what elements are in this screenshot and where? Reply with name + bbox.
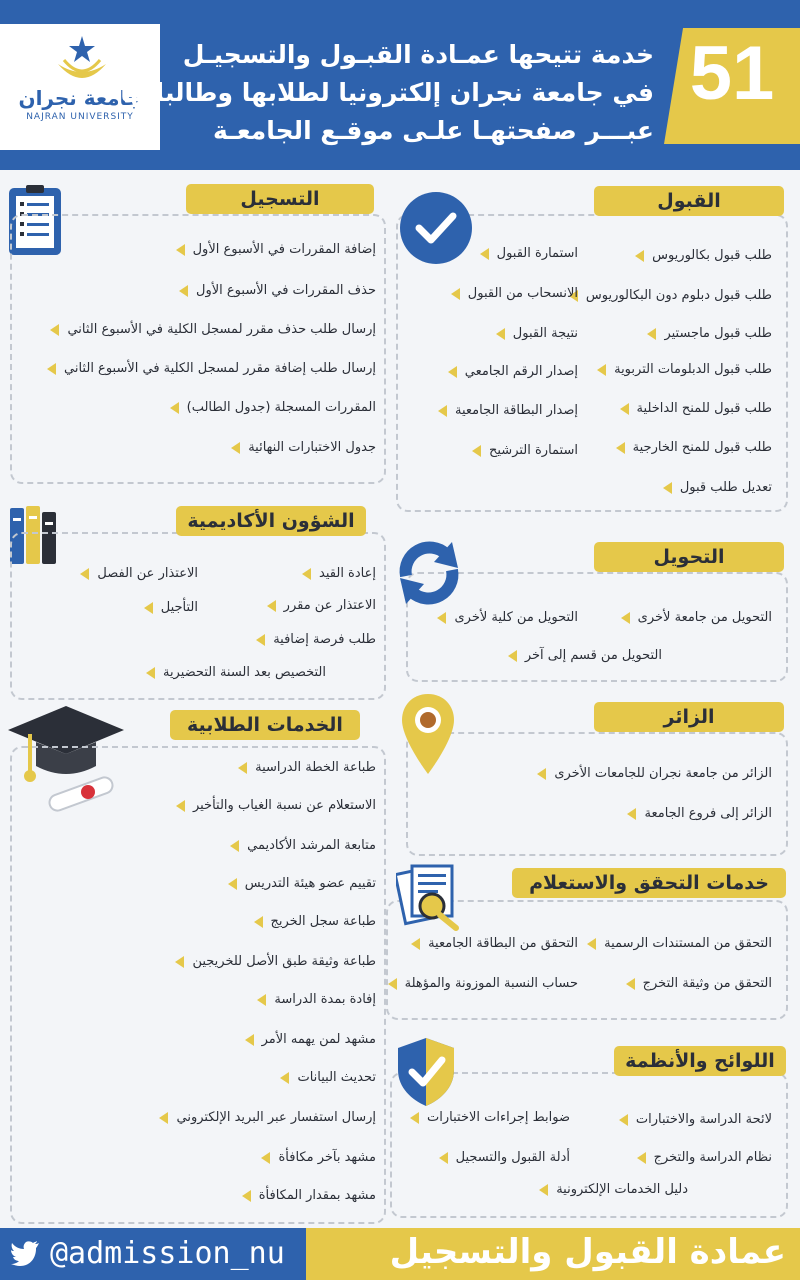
student-services-title: الخدمات الطلابية — [170, 710, 360, 740]
academic-item[interactable]: الاعتذار عن الفصل — [80, 566, 198, 581]
admission-title: القبول — [594, 186, 784, 216]
transfer-title: التحويل — [594, 542, 784, 572]
visitor-item[interactable]: الزائر من جامعة نجران للجامعات الأخرى — [537, 766, 772, 781]
footer-department-name: عمادة القبول والتسجيل — [389, 1232, 786, 1272]
check-icon — [414, 208, 458, 248]
visitor-item[interactable]: الزائر إلى فروع الجامعة — [627, 806, 772, 821]
regulations-item[interactable]: نظام الدراسة والتخرج — [637, 1150, 772, 1165]
verification-item[interactable]: التحقق من وثيقة التخرج — [626, 976, 772, 991]
student-services-item[interactable]: تحديث البيانات — [280, 1070, 376, 1085]
map-pin-icon — [400, 692, 456, 776]
visitor-box — [406, 732, 788, 856]
student-services-item[interactable]: تقييم عضو هيئة التدريس — [228, 876, 376, 891]
student-services-item[interactable]: الاستعلام عن نسبة الغياب والتأخير — [176, 798, 376, 813]
academic-item[interactable]: طلب فرصة إضافية — [256, 632, 376, 647]
academic-item[interactable]: التخصيص بعد السنة التحضيرية — [146, 665, 326, 680]
transfer-item[interactable]: التحويل من كلية لأخرى — [437, 610, 578, 625]
admission-item[interactable]: طلب قبول دبلوم دون البكالوريوس — [569, 288, 772, 303]
academic-item[interactable]: التأجيل — [144, 600, 198, 615]
admission-item[interactable]: طلب قبول ماجستير — [647, 326, 772, 341]
twitter-handle[interactable]: @admission_nu — [50, 1236, 285, 1271]
logo-emblem-icon — [52, 34, 112, 86]
admission-item[interactable]: طلب قبول الدبلومات التربوية — [597, 362, 772, 377]
admission-item[interactable]: طلب قبول بكالوريوس — [635, 248, 772, 263]
student-services-item[interactable]: متابعة المرشد الأكاديمي — [230, 838, 376, 853]
shield-check-icon — [396, 1036, 456, 1108]
student-services-item[interactable]: مشهد بآخر مكافأة — [261, 1150, 376, 1165]
admission-item[interactable]: طلب قبول للمنح الخارجية — [616, 440, 772, 455]
regulations-item[interactable]: ضوابط إجراءات الاختبارات — [410, 1110, 570, 1125]
admission-item[interactable]: تعديل طلب قبول — [663, 480, 772, 495]
transfer-box — [406, 572, 788, 682]
transfer-item[interactable]: التحويل من جامعة لأخرى — [621, 610, 772, 625]
admission-item[interactable]: نتيجة القبول — [496, 326, 578, 341]
headline-line-1: خدمة تتيحها عمـادة القبـول والتسجيـل — [182, 40, 654, 69]
transfer-item[interactable]: التحويل من قسم إلى آخر — [508, 648, 662, 663]
registration-item[interactable]: إرسال طلب حذف مقرر لمسجل الكلية في الأسبوع الثاني — [50, 322, 376, 337]
regulations-item[interactable]: أدلة القبول والتسجيل — [439, 1150, 570, 1165]
verification-item[interactable]: حساب النسبة الموزونة والمؤهلة — [388, 976, 578, 991]
admission-item[interactable]: إصدار البطاقة الجامعية — [438, 403, 578, 418]
visitor-title: الزائر — [594, 702, 784, 732]
registration-item[interactable]: حذف المقررات في الأسبوع الأول — [179, 283, 376, 298]
student-services-item[interactable]: طباعة وثيقة طبق الأصل للخريجين — [175, 954, 376, 969]
admission-item[interactable]: إصدار الرقم الجامعي — [448, 364, 578, 379]
admission-item[interactable]: طلب قبول للمنح الداخلية — [620, 401, 772, 416]
academic-item[interactable]: إعادة القيد — [302, 566, 376, 581]
logo-arabic-text: جامعة نجران — [18, 86, 142, 110]
student-services-item[interactable]: إرسال استفسار عبر البريد الإلكتروني — [159, 1110, 376, 1125]
registration-item[interactable]: إضافة المقررات في الأسبوع الأول — [176, 242, 376, 257]
service-count: 51 — [689, 31, 775, 116]
headline-line-3: عبـــر صفحتهـا علـى موقـع الجامعـة — [212, 116, 654, 145]
student-services-item[interactable]: مشهد بمقدار المكافأة — [242, 1188, 376, 1203]
admission-item[interactable]: استمارة القبول — [480, 246, 578, 261]
regulations-title: اللوائح والأنظمة — [614, 1046, 786, 1076]
admission-item[interactable]: الانسحاب من القبول — [451, 286, 578, 301]
verification-title: خدمات التحقق والاستعلام — [512, 868, 786, 898]
registration-title: التسجيل — [186, 184, 374, 214]
logo-english-text: NAJRAN UNIVERSITY — [26, 112, 134, 122]
document-magnifier-icon — [396, 862, 462, 932]
verification-item[interactable]: التحقق من المستندات الرسمية — [587, 936, 772, 951]
admission-item[interactable]: استمارة الترشيح — [472, 443, 578, 458]
refresh-arrows-icon — [396, 540, 462, 606]
academic-title: الشؤون الأكاديمية — [176, 506, 366, 536]
verification-item[interactable]: التحقق من البطاقة الجامعية — [411, 936, 578, 951]
headline-line-2: في جامعة نجران إلكترونيا لطلابها وطالباتها — [120, 78, 654, 107]
registration-item[interactable]: إرسال طلب إضافة مقرر لمسجل الكلية في الأسبوع الثاني — [47, 361, 376, 376]
registration-item[interactable]: المقررات المسجلة (جدول الطالب) — [170, 400, 376, 415]
student-services-item[interactable]: طباعة سجل الخريج — [254, 914, 377, 929]
student-services-item[interactable]: مشهد لمن يهمه الأمر — [245, 1032, 376, 1047]
academic-item[interactable]: الاعتذار عن مقرر — [267, 598, 376, 613]
student-services-item[interactable]: طباعة الخطة الدراسية — [238, 760, 376, 775]
student-services-item[interactable]: إفادة بمدة الدراسة — [257, 992, 376, 1007]
registration-item[interactable]: جدول الاختبارات النهائية — [231, 440, 376, 455]
regulations-item[interactable]: دليل الخدمات الإلكترونية — [539, 1182, 688, 1197]
regulations-item[interactable]: لائحة الدراسة والاختبارات — [619, 1112, 772, 1127]
twitter-bird-icon[interactable] — [10, 1240, 40, 1266]
